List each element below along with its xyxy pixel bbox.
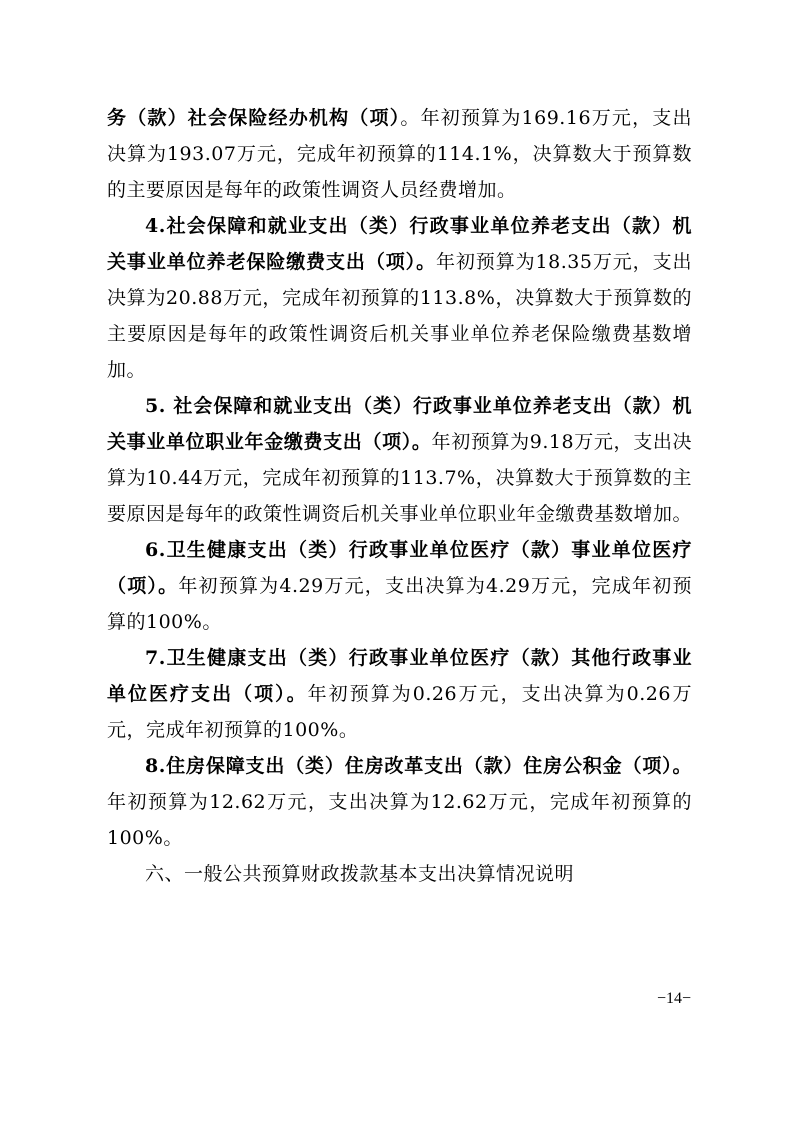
paragraph-text: 年初预算为18.35万元，支出决算为20.88万元，完成年初预算的113.8%，决算数大于预算数的主要原因是每年的政策性调资后机关事业单位养老保险缴费基数增加。	[107, 251, 692, 381]
paragraph-item-7	[107, 640, 692, 748]
paragraph-bold-heading: 7.卫生健康支出（类）行政事业单位医疗（款）其他行政事业单位医疗支出（项）。	[107, 647, 692, 705]
paragraph-text: 年初预算为4.29万元，支出决算为4.29万元，完成年初预算的100%。	[107, 575, 692, 633]
paragraph-bold-heading: 8.住房保障支出（类）住房改革支出（款）住房公积金（项）。	[145, 755, 692, 777]
paragraph-bold-heading: 5. 社会保障和就业支出（类）行政事业单位养老支出（款）机关事业单位职业年金缴费支出（项）。	[107, 395, 692, 453]
paragraph-item-5	[107, 388, 692, 532]
paragraph-continued	[107, 100, 692, 208]
paragraph-text: 年初预算为12.62万元，支出决算为12.62万元，完成年初预算的100%。	[107, 791, 692, 849]
paragraph-bold-heading: 务（款）社会保险经办机构（项）	[107, 107, 401, 129]
paragraph-item-6	[107, 532, 692, 640]
paragraph-item-4	[107, 208, 692, 388]
paragraph-text: 年初预算为0.26万元，支出决算为0.26万元，完成年初预算的100%。	[107, 683, 692, 741]
paragraph-bold-heading: 4.社会保障和就业支出（类）行政事业单位养老支出（款）机关事业单位养老保险缴费支出（项）。	[107, 215, 692, 273]
document-body	[107, 100, 692, 892]
section-heading: 六、一般公共预算财政拨款基本支出决算情况说明	[145, 863, 575, 885]
paragraph-text: 。年初预算为169.16万元，支出决算为193.07万元，完成年初预算的114.1%，决算数大于预算数的主要原因是每年的政策性调资人员经费增加。	[107, 107, 692, 201]
paragraph-item-8	[107, 748, 692, 856]
paragraph-bold-heading: 6.卫生健康支出（类）行政事业单位医疗（款）事业单位医疗（项）。	[107, 539, 692, 597]
paragraph-text: 年初预算为9.18万元，支出决算为10.44万元，完成年初预算的113.7%，决算数大于预算数的主要原因是每年的政策性调资后机关事业单位职业年金缴费基数增加。	[107, 431, 693, 525]
page-number: −14−	[656, 990, 691, 1007]
